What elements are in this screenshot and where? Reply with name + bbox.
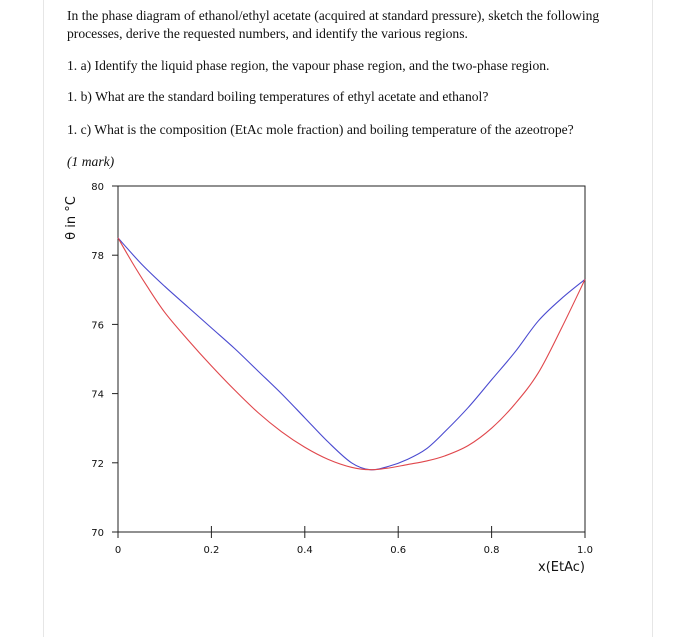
marks-label: (1 mark) xyxy=(67,154,115,169)
chart-axes xyxy=(91,182,593,556)
x-tick-label: 0.2 xyxy=(203,545,220,556)
x-tick-label: 0.8 xyxy=(483,545,500,556)
y-tick-label: 70 xyxy=(91,528,104,539)
chart-axis-labels xyxy=(64,196,585,575)
x-tick-label: 0 xyxy=(114,545,122,556)
y-tick-label: 72 xyxy=(91,458,104,470)
y-tick-label: 74 xyxy=(91,389,104,401)
x-tick-label: 0.4 xyxy=(296,545,313,556)
question-part-b: 1. b) What are the standard boiling temperatures of ethyl acetate and ethanol? xyxy=(67,89,489,104)
chart-series xyxy=(118,238,585,470)
y-tick-label: 80 xyxy=(91,182,104,193)
question-part-a: 1. a) Identify the liquid phase region, the vapour phase region, and the two-phase region. xyxy=(67,58,550,73)
vapour-curve-line xyxy=(118,238,585,470)
question-part-c: 1. c) What is the composition (EtAc mole fraction) and boiling temperature of the azeotrope? xyxy=(67,122,574,137)
x-tick-label: 1.0 xyxy=(577,545,593,556)
y-axis-label: θ in °C xyxy=(64,196,79,240)
x-axis-label: x(EtAc) xyxy=(538,560,585,575)
y-tick-label: 76 xyxy=(91,320,104,332)
question-intro: In the phase diagram of ethanol/ethyl acetate (acquired at standard pressure), sketch the following processes, derive the requested numbers, and identify the various regions. xyxy=(67,8,600,41)
liquid-curve-line xyxy=(118,238,585,470)
y-tick-label: 78 xyxy=(91,251,104,263)
x-tick-label: 0.6 xyxy=(390,545,407,556)
plot-frame xyxy=(118,186,585,532)
